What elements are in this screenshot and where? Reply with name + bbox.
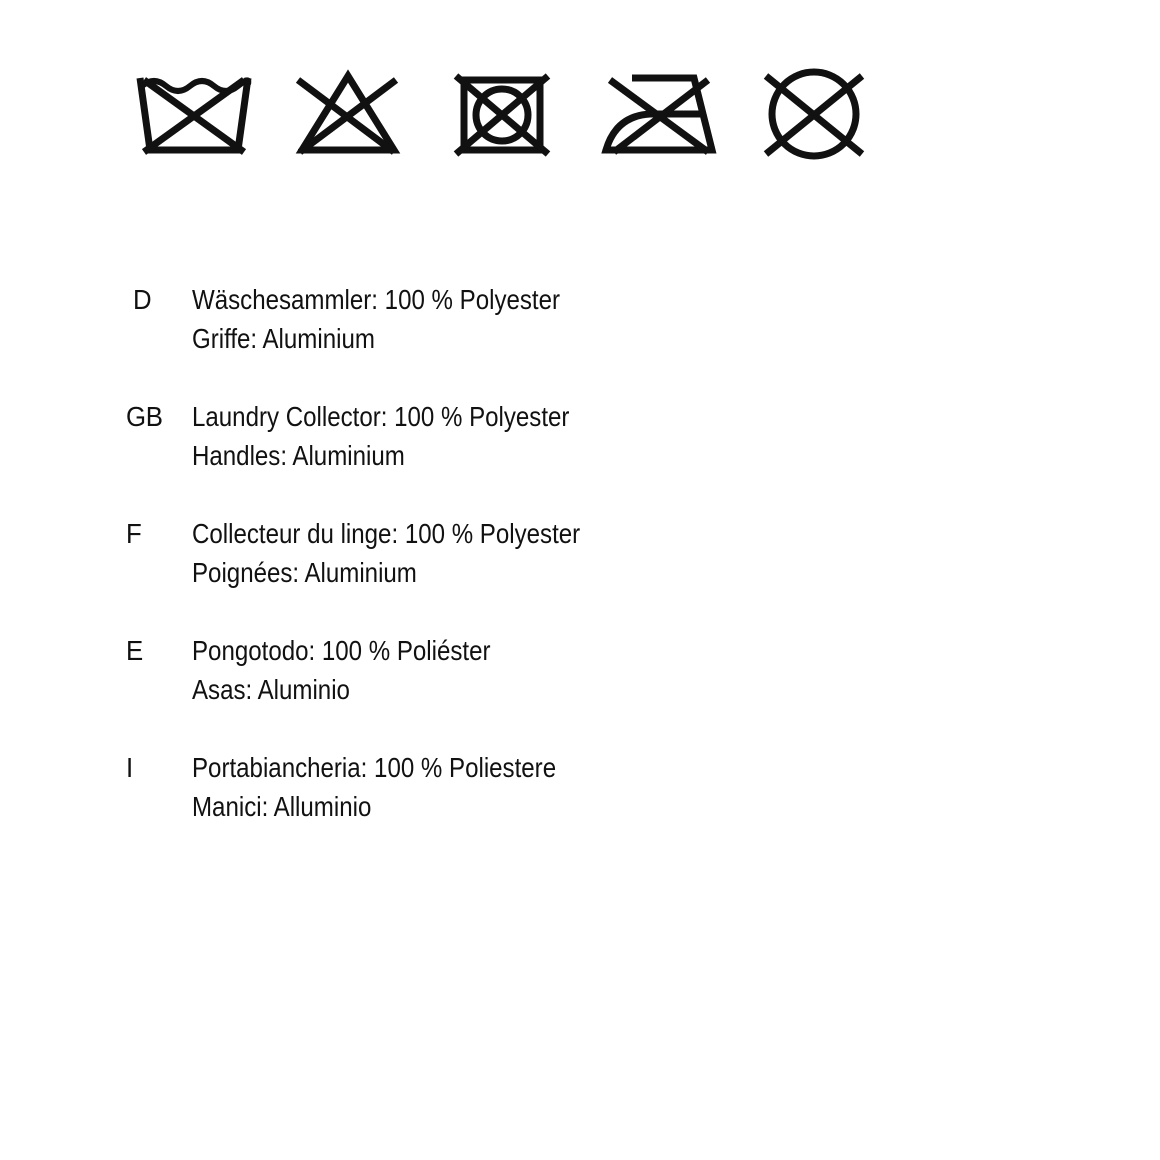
material-line: Pongotodo: 100 % Poliéster <box>192 635 491 666</box>
material-line: Collecteur du linge: 100 % Polyester <box>192 518 581 549</box>
care-symbols-row <box>130 66 870 166</box>
do-not-dry-clean-icon <box>762 66 866 160</box>
handle-line: Poignées: Aluminium <box>192 557 417 588</box>
list-item-e <box>0 631 900 748</box>
material-line: Wäschesammler: 100 % Polyester <box>192 284 561 315</box>
language-code: F <box>126 518 142 549</box>
do-not-tumble-dry-icon <box>452 66 552 156</box>
do-not-wash-icon <box>136 66 252 156</box>
materials-list <box>0 280 900 865</box>
list-item-gb <box>0 397 900 514</box>
language-code: D <box>133 284 152 315</box>
handle-line: Manici: Alluminio <box>192 791 372 822</box>
do-not-iron-icon <box>600 66 718 156</box>
handle-line: Asas: Aluminio <box>192 674 350 705</box>
list-item-f <box>0 514 900 631</box>
list-item-i <box>0 748 900 865</box>
material-line: Laundry Collector: 100 % Polyester <box>192 401 570 432</box>
handle-line: Handles: Aluminium <box>192 440 405 471</box>
material-line: Portabiancheria: 100 % Poliestere <box>192 752 557 783</box>
handle-line: Griffe: Aluminium <box>192 323 375 354</box>
language-code: GB <box>126 401 163 432</box>
language-code: E <box>126 635 143 666</box>
list-item-d <box>0 280 900 397</box>
language-code: I <box>126 752 133 783</box>
do-not-bleach-icon <box>296 66 400 156</box>
